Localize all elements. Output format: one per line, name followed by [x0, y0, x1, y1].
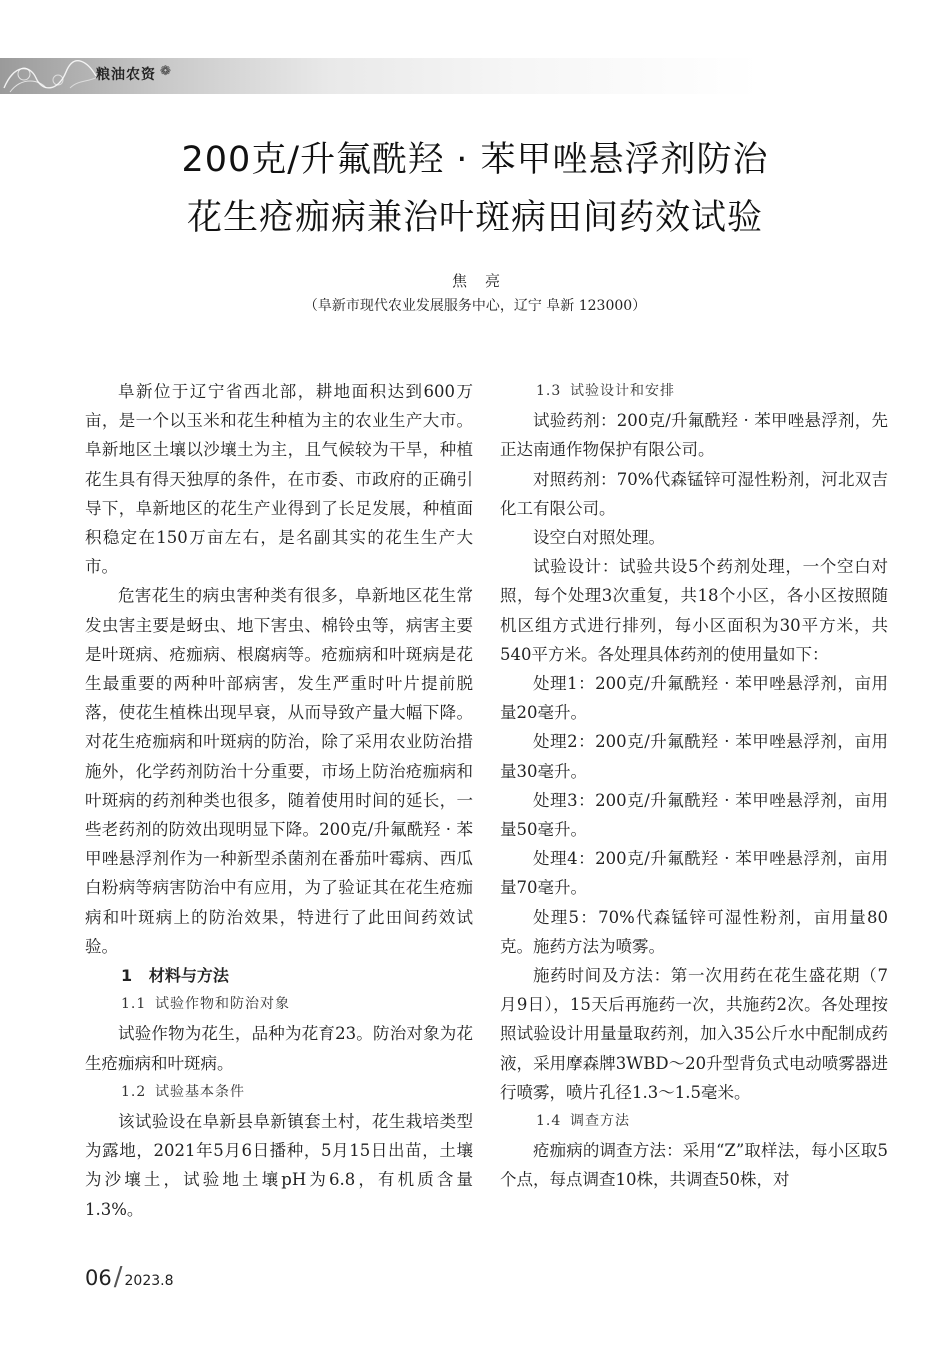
- section-title: 材料与方法: [148, 966, 229, 986]
- subsection-heading-1-3: [500, 377, 888, 406]
- subsection-title: 试验基本条件: [155, 1083, 245, 1100]
- paragraph-test-agent: 试验药剂：200克/升氟酰羟 · 苯甲唑悬浮剂，先正达南通作物保护有限公司。: [500, 411, 888, 460]
- paragraph-conditions: 该试验设在阜新县阜新镇套土村，花生栽培类型为露地，2021年5月6日播种，5月15日出苗，土壤为沙壤土，试验地土壤pH为6.8，有机质含量1.3%。: [85, 1112, 473, 1219]
- paragraph-crop: 试验作物为花生，品种为花育23。防治对象为花生疮痂病和叶斑病。: [85, 1024, 473, 1073]
- footer-slash: /: [113, 1262, 123, 1292]
- paragraph-survey-method: 疮痂病的调查方法：采用“Z”取样法，每小区取5个点，每点调查10株，共调查50株，对: [500, 1141, 888, 1190]
- page-footer: [85, 1262, 174, 1292]
- journal-name: 粮油农资: [96, 67, 156, 83]
- left-column: [85, 377, 473, 1224]
- subsection-number: 1.2: [121, 1083, 147, 1100]
- article-title-line-1: 200克/升氟酰羟 · 苯甲唑悬浮剂防治: [181, 140, 769, 180]
- paragraph-treatment-5: 处理5：70%代森锰锌可湿性粉剂，亩用量80克。施药方法为喷雾。: [500, 907, 888, 956]
- subsection-number: 1.4: [536, 1113, 562, 1130]
- subsection-number: 1.3: [536, 383, 562, 399]
- paragraph-treatment-1: 处理1：200克/升氟酰羟 · 苯甲唑悬浮剂，亩用量20毫升。: [500, 674, 888, 723]
- paragraph-test-design: 试验设计：试验共设5个药剂处理，一个空白对照，每个处理3次重复，共18个小区，各小区按照随机区组方式进行排列，每小区面积为30平方米，共540平方米。各处理具体药剂的使用量如下：: [500, 557, 888, 664]
- article-title-line-2: 花生疮痂病兼治叶斑病田间药效试验: [186, 198, 763, 238]
- subsection-number: 1.1: [121, 996, 147, 1013]
- intro-paragraph-1: 阜新位于辽宁省西北部，耕地面积达到600万亩，是一个以玉米和花生种植为主的农业生产大市。阜新地区土壤以沙壤土为主，且气候较为干旱，种植花生具有得天独厚的条件，在市委、市政府的正确引导下，阜新地区的花生产业得到了长足发展，种植面积稳定在150万亩左右，是名副其实的花生生产大市。: [85, 382, 473, 577]
- page-number: 06: [85, 1266, 112, 1290]
- intro-paragraph-2: 危害花生的病虫害种类有很多，阜新地区花生常发虫害主要是蚜虫、地下害虫、棉铃虫等，病害主要是叶斑病、疮痂病、根腐病等。疮痂病和叶斑病是花生最重要的两种叶部病害，发生严重时叶片提前脱落，使花生植株出现早衰，从而导致产量大幅下降。对花生疮痂病和叶斑病的防治，除了采用农业防治措施外，化学药剂防治十分重要，市场上防治疮痂病和叶斑病的药剂种类也很多，随着使用时间的延长，一些老药剂的防效出现明显下降。200克/升氟酰羟 · 苯甲唑悬浮剂作为一种新型杀菌剂在番茄叶霉病、西瓜白粉病等病害防治中有应用，为了验证其在花生疮痂病和叶斑病上的防治效果，特进行了此田间药效试验。: [85, 586, 473, 956]
- affiliation: （阜新市现代农业发展服务中心，辽宁 阜新 123000）: [303, 298, 647, 314]
- issue-date: 2023.8: [124, 1273, 174, 1289]
- subsection-heading-1-2: [85, 1078, 473, 1107]
- paragraph-control-agent: 对照药剂：70%代森锰锌可湿性粉剂，河北双吉化工有限公司。: [500, 469, 888, 518]
- paragraph-blank-control: 设空白对照处理。: [533, 528, 665, 548]
- paragraph-application: 施药时间及方法：第一次用药在花生盛花期（7月9日），15天后再施药一次，共施药2次。各处理按照试验设计用量量取药剂，加入35公斤水中配制成药液，采用摩森牌3WBD～20升型背负式电动喷雾器进行喷雾，喷片孔径1.3～1.5毫米。: [500, 966, 888, 1102]
- subsection-title: 试验设计和安排: [570, 383, 675, 399]
- flower-icon: ❁: [160, 64, 171, 79]
- subsection-heading-1-4: [500, 1107, 888, 1136]
- author: 焦亮: [451, 272, 518, 290]
- subsection-heading-1-1: [85, 990, 473, 1019]
- paragraph-treatment-4: 处理4：200克/升氟酰羟 · 苯甲唑悬浮剂，亩用量70毫升。: [500, 849, 888, 898]
- right-column: [500, 377, 888, 1195]
- paragraph-treatment-3: 处理3：200克/升氟酰羟 · 苯甲唑悬浮剂，亩用量50毫升。: [500, 790, 888, 840]
- section-heading-1: [85, 961, 473, 990]
- paragraph-treatment-2: 处理2：200克/升氟酰羟 · 苯甲唑悬浮剂，亩用量30毫升。: [500, 732, 888, 781]
- subsection-title: 试验作物和防治对象: [155, 996, 290, 1013]
- section-number: 1: [121, 966, 133, 986]
- subsection-title: 调查方法: [570, 1113, 630, 1130]
